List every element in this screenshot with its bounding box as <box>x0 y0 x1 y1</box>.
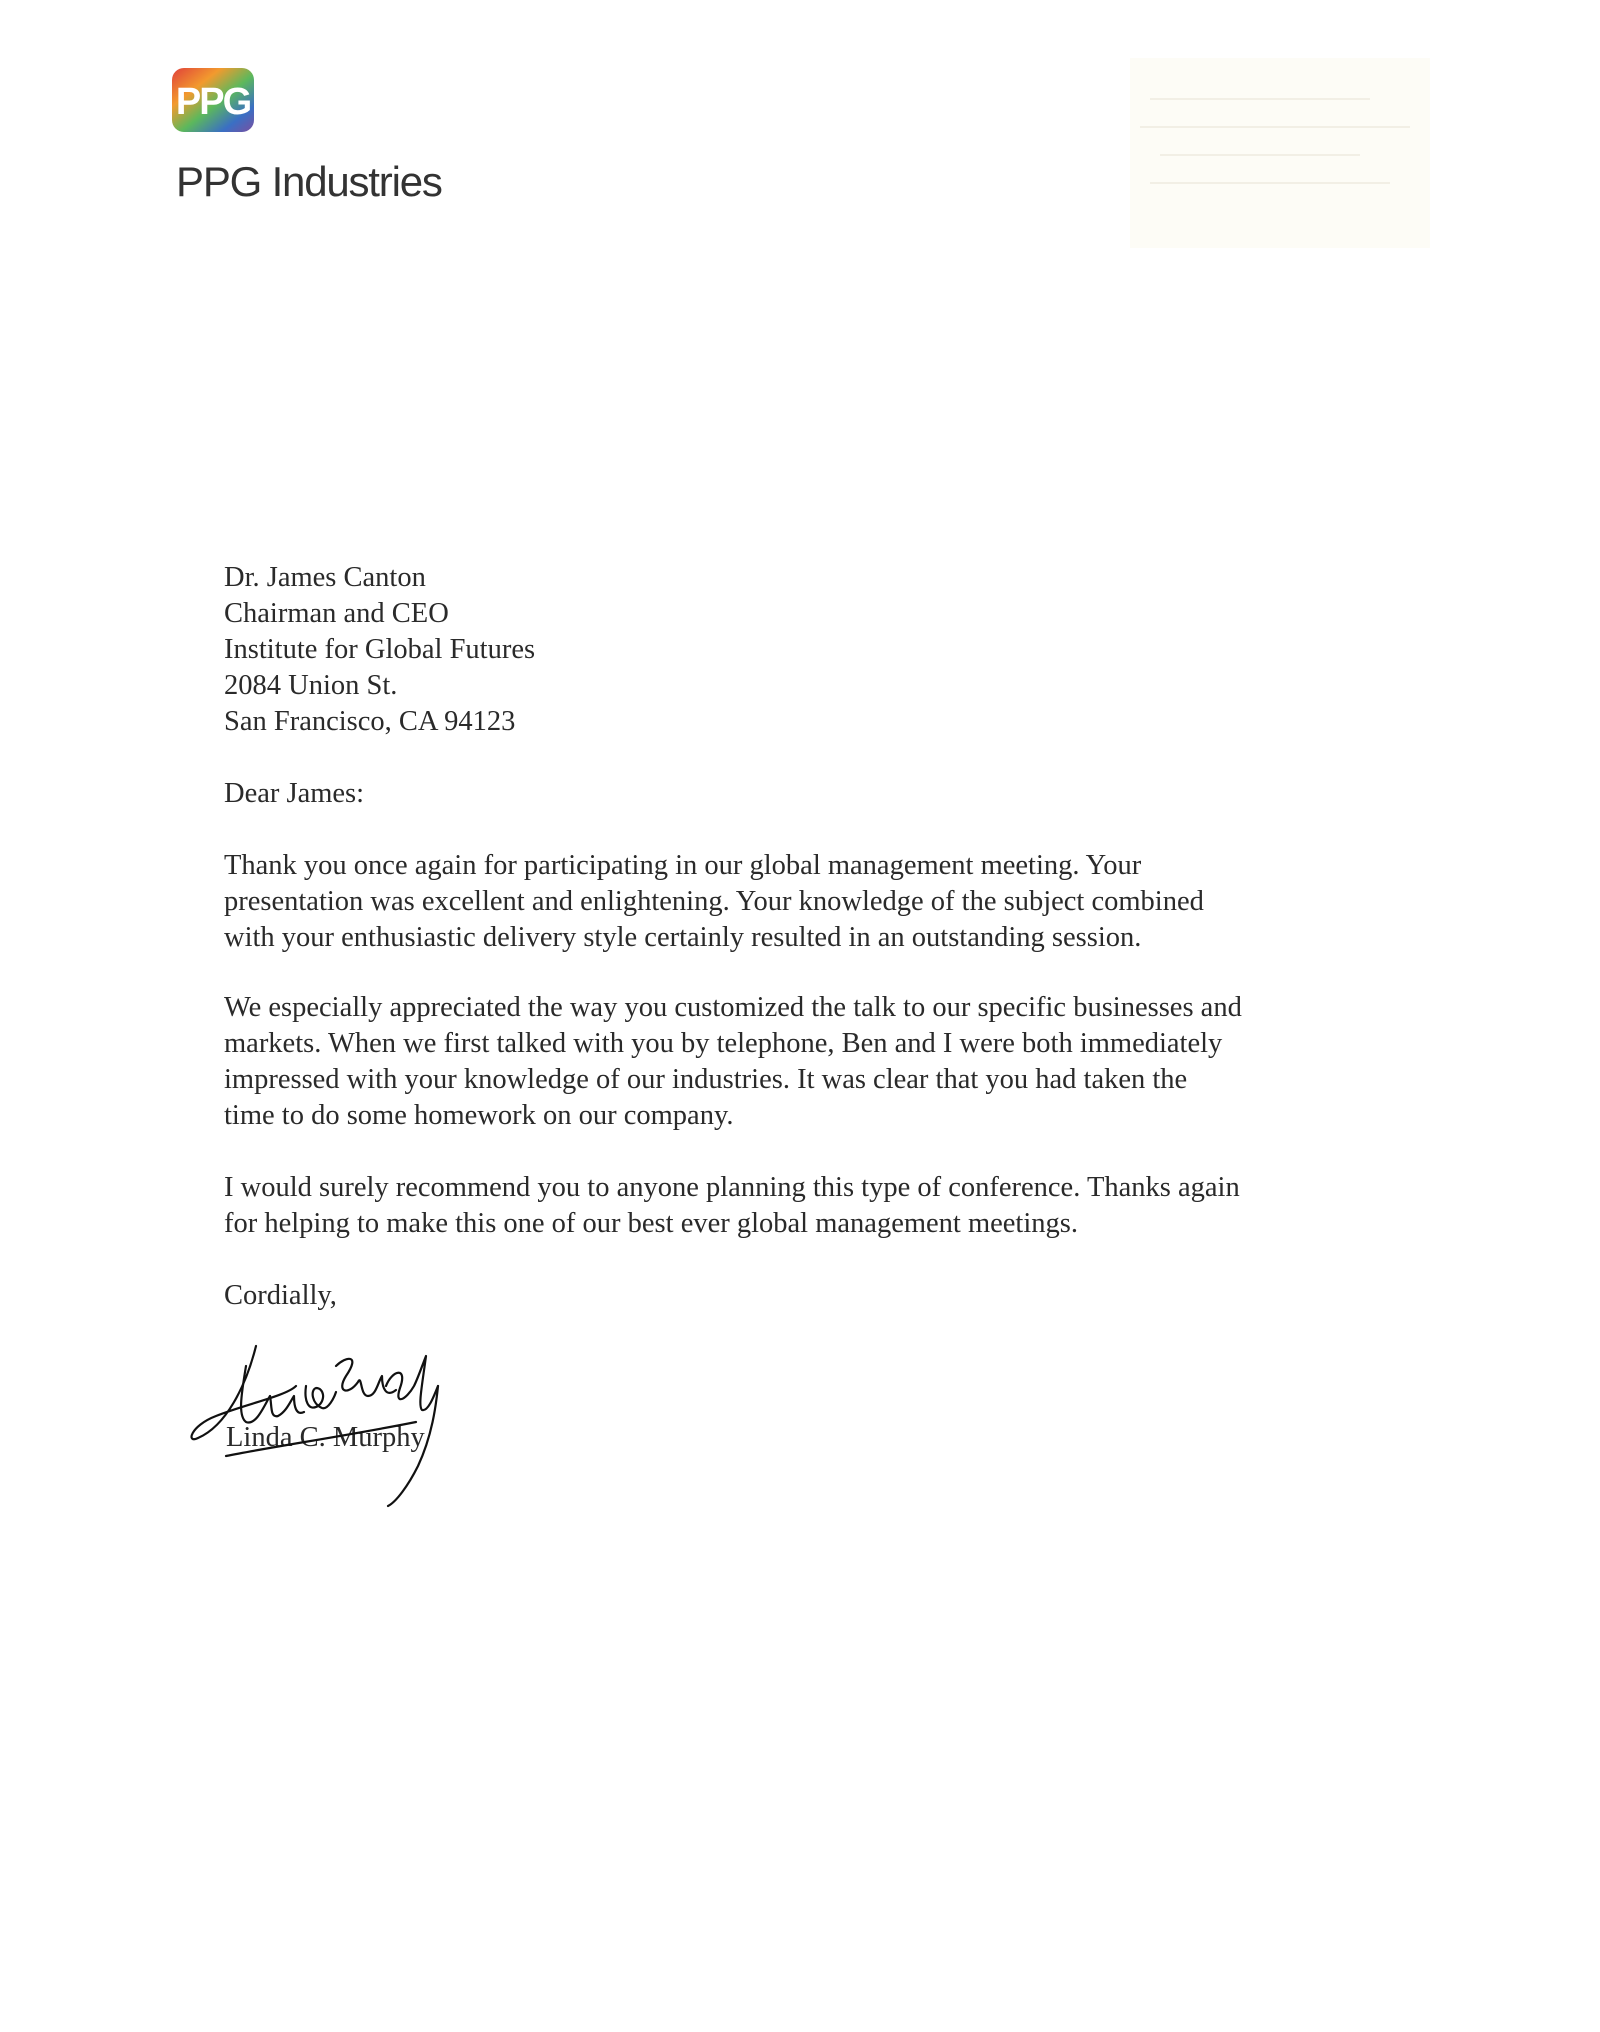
ppg-logo <box>172 68 254 132</box>
closing: Cordially, <box>224 1280 337 1311</box>
paragraph-line: for helping to make this one of our best ever global management meetings. <box>224 1208 1078 1239</box>
body-paragraph <box>224 1170 1240 1242</box>
address-line: Dr. James Canton <box>224 562 426 593</box>
handwritten-signature <box>186 1326 486 1526</box>
paragraph-line: markets. When we first talked with you by telephone, Ben and I were both immediately <box>224 1028 1223 1059</box>
paragraph-line: I would surely recommend you to anyone planning this type of conference. Thanks again <box>224 1172 1240 1203</box>
faint-stamp <box>1130 58 1430 248</box>
recipient-address <box>224 560 535 740</box>
address-line: Chairman and CEO <box>224 598 449 629</box>
paragraph-line: We especially appreciated the way you customized the talk to our specific businesses and <box>224 992 1242 1023</box>
paragraph-line: time to do some homework on our company. <box>224 1100 734 1131</box>
company-name: PPG Industries <box>176 158 442 205</box>
logo-text: PPG <box>175 81 251 123</box>
paragraph-line: with your enthusiastic delivery style certainly resulted in an outstanding session. <box>224 922 1142 953</box>
salutation: Dear James: <box>224 778 365 809</box>
body-paragraph <box>224 848 1204 956</box>
address-line: 2084 Union St. <box>224 670 398 701</box>
paragraph-line: Thank you once again for participating in our global management meeting. Your <box>224 850 1142 881</box>
address-line: Institute for Global Futures <box>224 634 536 665</box>
paragraph-line: impressed with your knowledge of our industries. It was clear that you had taken the <box>224 1064 1188 1095</box>
paragraph-line: presentation was excellent and enlightening. Your knowledge of the subject combined <box>224 886 1204 917</box>
address-line: San Francisco, CA 94123 <box>224 706 516 737</box>
signer-name: Linda C. Murphy <box>226 1422 425 1453</box>
body-paragraph <box>224 990 1242 1134</box>
